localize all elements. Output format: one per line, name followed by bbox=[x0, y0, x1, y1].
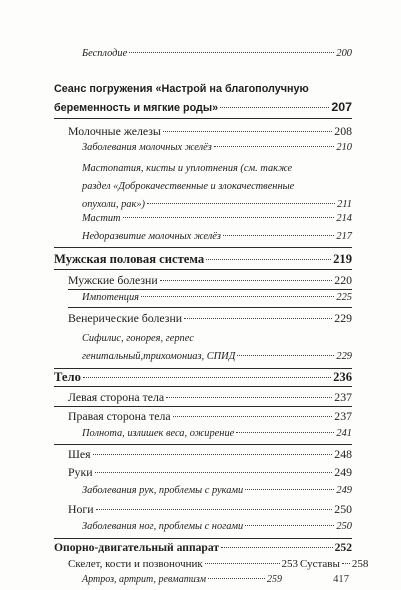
toc-entry-telo bbox=[54, 370, 352, 385]
dot-leader bbox=[123, 217, 335, 218]
toc-entry-muzh-sys bbox=[54, 252, 352, 267]
entry-page: 259 bbox=[267, 574, 282, 585]
entry-title-line: Сифилис, гонорея, герпес bbox=[82, 333, 194, 344]
toc-entry-artroz bbox=[82, 574, 282, 585]
entry-title: Руки bbox=[68, 465, 93, 479]
entry-page: 208 bbox=[334, 124, 352, 138]
section-divider bbox=[54, 247, 352, 248]
entry-title: Опорно-двигательный аппарат bbox=[54, 541, 220, 554]
entry-page: 225 bbox=[336, 292, 352, 303]
entry-page: 249 bbox=[336, 485, 352, 496]
entry-title: Суставы bbox=[300, 558, 340, 570]
entry-title: Заболевания молочных желёз bbox=[82, 142, 212, 153]
entry-page: 200 bbox=[336, 48, 352, 59]
entry-title: Импотенция bbox=[82, 292, 140, 303]
dot-leader bbox=[208, 578, 265, 579]
toc-entry-nogi bbox=[68, 502, 352, 517]
entry-title: Венерические болезни bbox=[68, 311, 183, 325]
toc-entry-skelet bbox=[68, 558, 298, 570]
toc-entry-mastit bbox=[82, 213, 352, 224]
dot-leader bbox=[245, 489, 334, 490]
dot-leader bbox=[163, 131, 332, 132]
toc-entry-levaya bbox=[68, 390, 352, 405]
entry-page: 250 bbox=[334, 502, 352, 516]
entry-page: 241 bbox=[336, 428, 352, 439]
entry-title: Левая сторона тела bbox=[68, 390, 165, 404]
dot-leader bbox=[221, 547, 333, 548]
entry-page: 220 bbox=[334, 273, 352, 287]
toc-entry-sifilis bbox=[82, 330, 352, 366]
entry-page: 258 bbox=[351, 558, 369, 570]
section-divider bbox=[54, 444, 352, 445]
entry-page: 229 bbox=[336, 351, 352, 362]
dot-leader bbox=[184, 318, 332, 319]
dot-leader bbox=[245, 525, 334, 526]
entry-page: 252 bbox=[334, 541, 352, 554]
toc-entry-zab-nog bbox=[82, 521, 352, 532]
section-divider bbox=[54, 368, 352, 369]
toc-entry-molochnye bbox=[68, 124, 352, 139]
dot-leader bbox=[223, 235, 334, 236]
entry-title: Заболевания ног, проблемы с ногами bbox=[82, 521, 244, 532]
section-divider bbox=[54, 269, 352, 270]
entry-page: 214 bbox=[336, 213, 352, 224]
entry-title: Заболевания рук, проблемы с руками bbox=[82, 485, 244, 496]
dot-leader bbox=[96, 509, 333, 510]
entry-title-line: опухоли, рак») bbox=[82, 199, 145, 210]
entry-page: 237 bbox=[334, 390, 352, 404]
toc-entry-session bbox=[54, 80, 352, 117]
entry-title: Скелет, кости и позвоночник bbox=[68, 558, 203, 570]
toc-entry-pravaya bbox=[68, 409, 352, 424]
entry-title-line: Сеанс погружения «Настрой на благополучную bbox=[54, 83, 309, 95]
dot-leader bbox=[166, 397, 332, 398]
entry-title-line: генитальный,трихомониаз, СПИД bbox=[82, 351, 236, 362]
toc-entry-ruki bbox=[68, 465, 352, 480]
section-divider bbox=[54, 386, 352, 387]
dot-leader bbox=[95, 472, 333, 473]
entry-title: Мастит bbox=[82, 213, 121, 224]
dot-leader bbox=[206, 259, 331, 260]
dot-leader bbox=[220, 107, 329, 108]
entry-title: Бесплодие bbox=[82, 48, 128, 59]
entry-page: 210 bbox=[336, 142, 352, 153]
section-divider bbox=[54, 118, 352, 119]
entry-title: Мужские болезни bbox=[68, 273, 158, 287]
entry-title: Артроз, артрит, ревматизм bbox=[82, 574, 206, 585]
dot-leader bbox=[129, 52, 334, 53]
toc-entry-mastopatia bbox=[82, 160, 352, 214]
section-divider bbox=[54, 406, 352, 407]
dot-leader bbox=[93, 454, 333, 455]
entry-page: 207 bbox=[331, 100, 352, 114]
entry-title: Недоразвитие молочных желёз bbox=[82, 231, 221, 242]
entry-page: 219 bbox=[333, 252, 352, 266]
dot-leader bbox=[205, 563, 280, 564]
entry-title: Молочные железы bbox=[68, 124, 161, 138]
entry-title: Ноги bbox=[68, 502, 94, 516]
entry-page: 250 bbox=[336, 521, 352, 532]
entry-title: Шея bbox=[68, 447, 91, 461]
entry-page: 253 bbox=[281, 558, 298, 570]
entry-page: 237 bbox=[334, 409, 352, 423]
dot-leader bbox=[160, 280, 333, 281]
entry-page: 236 bbox=[333, 370, 352, 384]
entry-title: Тело bbox=[54, 370, 81, 384]
entry-title: Полнота, излишек веса, ожирение bbox=[82, 428, 235, 439]
toc-entry-sustavy bbox=[300, 558, 369, 570]
entry-page: 249 bbox=[334, 465, 352, 479]
entry-title-line: раздел «Доброкачественные и злокачественные bbox=[82, 181, 295, 192]
toc-entry-nedorazvitie bbox=[82, 231, 352, 242]
toc-entry-zab-ruk bbox=[82, 485, 352, 496]
entry-title: Правая сторона тела bbox=[68, 409, 171, 423]
toc-entry-besplodie bbox=[82, 48, 352, 59]
section-divider bbox=[54, 538, 352, 539]
entry-page: 211 bbox=[337, 199, 352, 210]
dot-leader bbox=[342, 563, 350, 564]
dot-leader bbox=[147, 203, 335, 204]
toc-entry-impotencia bbox=[82, 292, 352, 303]
dot-leader bbox=[83, 377, 331, 378]
dot-leader bbox=[236, 432, 334, 433]
entry-title-line: беременность и мягкие роды» bbox=[54, 102, 219, 114]
section-divider bbox=[68, 289, 352, 290]
section-divider bbox=[68, 307, 352, 308]
entry-page: 217 bbox=[336, 231, 352, 242]
toc-entry-opora bbox=[54, 541, 352, 554]
entry-title: Мужская половая система bbox=[54, 252, 205, 266]
toc-entry-sheya bbox=[68, 447, 352, 462]
entry-title-line: Мастопатия, кисты и уплотнения (см. также bbox=[82, 163, 293, 174]
entry-page: 248 bbox=[334, 447, 352, 461]
toc-entry-venericheskie bbox=[68, 311, 352, 326]
entry-page: 229 bbox=[334, 311, 352, 325]
dot-leader bbox=[237, 355, 334, 356]
toc-entry-polnota bbox=[82, 428, 352, 439]
page-number: 417 bbox=[333, 574, 349, 585]
dot-leader bbox=[141, 296, 334, 297]
toc-entry-muzh-bol bbox=[68, 273, 352, 288]
dot-leader bbox=[214, 146, 335, 147]
dot-leader bbox=[173, 416, 333, 417]
toc-entry-zab-mol bbox=[82, 142, 352, 153]
